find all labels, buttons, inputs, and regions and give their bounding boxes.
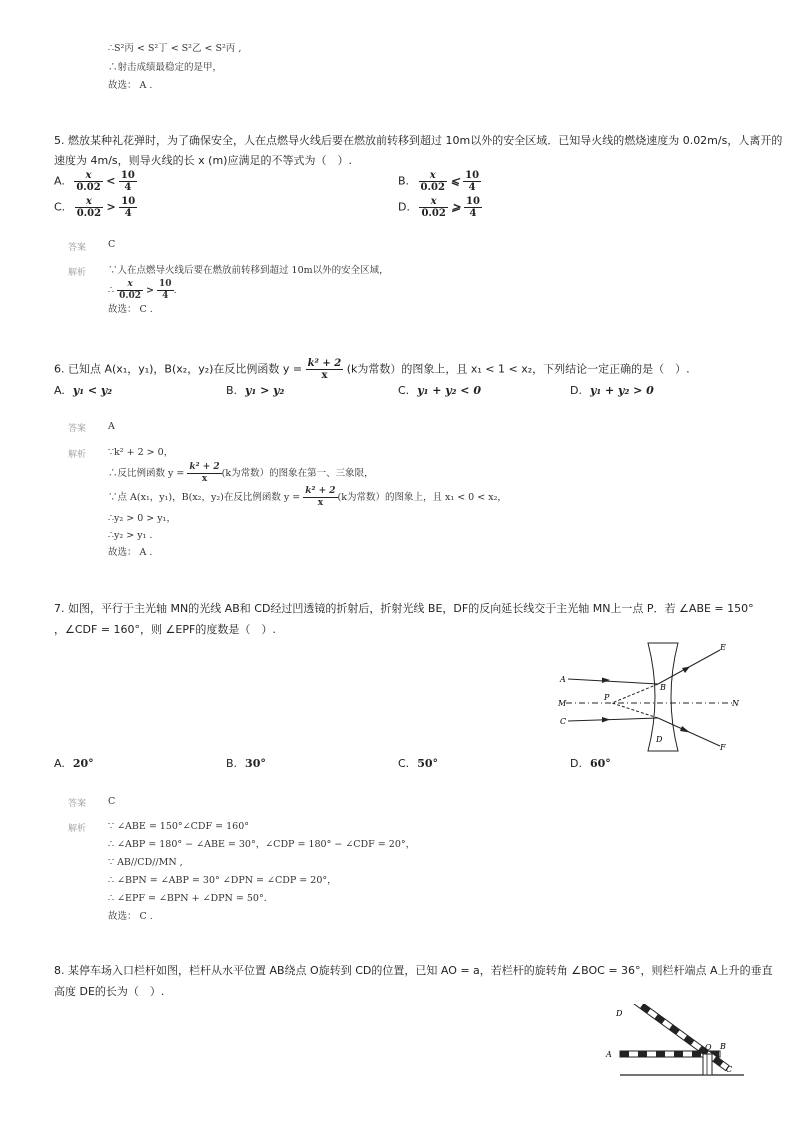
q5-solution-line-2: ∴ $\frac{x}{0.02}$ > $\frac{10}{4}$ . (108, 279, 177, 301)
q7-label-m: M (558, 699, 567, 708)
q5-solution-line-3: 故选： C . (108, 304, 153, 315)
q6-solution-line-4: ∴y₂ > 0 > y₁， (108, 513, 176, 524)
q7-answer-label: 答案 (68, 799, 87, 809)
q8-barrier-figure (600, 1004, 745, 1080)
q6-option-a[interactable]: A. y₁ < y₂ (54, 384, 113, 397)
q5-option-b[interactable]: B. $\frac{x}{0.02}$ ⩽ $\frac{10}{4}$ (398, 170, 480, 193)
q5-option-a[interactable]: A. $\frac{x}{0.02}$ < $\frac{10}{4}$ (54, 170, 135, 193)
q7-label-f: F (720, 743, 726, 752)
q7-analysis-label: 解析 (68, 824, 87, 834)
q7-solution-line-3: ∵ AB//CD//MN , (108, 857, 183, 868)
q7-option-b[interactable]: B. 30° (226, 757, 266, 770)
q7-label-e: E (720, 643, 726, 652)
q8-label-a: A (606, 1050, 612, 1059)
q7-option-a[interactable]: A. 20° (54, 757, 94, 770)
q7-label-b: B (660, 683, 666, 692)
prev-solution-line-2: ∴射击成绩最稳定的是甲， (108, 62, 223, 73)
q7-lens-figure (552, 640, 742, 755)
q6-option-b[interactable]: B. y₁ > y₂ (226, 384, 285, 397)
q6-answer-value: A (108, 421, 115, 432)
q8-label-b: B (720, 1042, 726, 1051)
q7-text-line-2: ，∠CDF = 160°，则 ∠EPF的度数是（ ）. (54, 623, 276, 636)
q7-solution-line-1: ∵ ∠ABE = 150°∠CDF = 160° (108, 821, 250, 832)
q7-label-d: D (656, 735, 663, 744)
q7-solution-line-5: ∴ ∠EPF = ∠BPN + ∠DPN = 50°． (108, 893, 274, 904)
q8-label-c: C (726, 1065, 733, 1074)
q7-label-a: A (560, 675, 566, 684)
q5-option-d[interactable]: D. $\frac{x}{0.02}$ ⩾ $\frac{10}{4}$ (398, 196, 480, 219)
prev-solution-line-1: ∴S²丙 < S²丁 < S²乙 < S²丙 , (108, 43, 242, 54)
prev-solution-line-3: 故选： A . (108, 80, 153, 91)
q6-analysis-label: 解析 (68, 450, 87, 460)
q5-answer-value: C (108, 239, 116, 250)
q5-answer-label: 答案 (68, 243, 87, 253)
q7-text-line-1: 7. 如图，平行于主光轴 MN的光线 AB和 CD经过凹透镜的折射后，折射光线 BE，DF的反向延长线交于主光轴 MN上一点 P．若 ∠ABE = 150° (54, 602, 754, 615)
q7-solution-line-6: 故选： C . (108, 911, 153, 922)
q6-solution-line-2: ∴反比例函数 y = $\frac{\text{k² + 2}}{x}$ (k为常数）的图象在第一、三象限， (108, 462, 374, 484)
q6-option-d[interactable]: D. y₁ + y₂ > 0 (570, 384, 654, 397)
q8-text-line-2: 高度 DE的长为（ ）. (54, 985, 165, 998)
q8-text-line-1: 8. 某停车场入口栏杆如图，栏杆从水平位置 AB绕点 O旋转到 CD的位置，已知 AO = a，若栏杆的旋转角 ∠BOC = 36°，则栏杆端点 A上升的垂直 (54, 964, 773, 977)
q6-answer-label: 答案 (68, 424, 87, 434)
q8-label-o: O (705, 1043, 712, 1052)
q7-label-n: N (732, 699, 739, 708)
q5-analysis-label: 解析 (68, 268, 87, 278)
q6-text: 6. 已知点 A(x₁，y₁)，B(x₂，y₂)在反比例函数 y = $\frac{\text{k² + 2}}{x}$ (k为常数）的图象上，且 x₁ < 1 < x₂，下列结论一定正确的是（ ）. (54, 358, 690, 381)
q7-answer-value: C (108, 796, 116, 807)
q5-text-line-1: 5. 燃放某种礼花弹时，为了确保安全，人在点燃导火线后要在燃放前转移到超过 10m以外的安全区域．已知导火线的燃烧速度为 0.02m/s，人离开的 (54, 134, 783, 147)
q6-option-c[interactable]: C. y₁ + y₂ < 0 (398, 384, 482, 397)
q8-label-d: D (616, 1009, 623, 1018)
q7-solution-line-2: ∴ ∠ABP = 180° − ∠ABE = 30°，∠CDP = 180° − ∠CDF = 20°， (108, 839, 416, 850)
q7-label-c: C (560, 717, 567, 726)
q6-solution-line-3: ∵点 A(x₁，y₁)，B(x₂，y₂)在反比例函数 y = $\frac{\text{k² + 2}}{x}$ (k为常数）的图象上，且 x₁ < 0 < x₂， (108, 486, 507, 508)
q5-option-c[interactable]: C. $\frac{x}{0.02}$ > $\frac{10}{4}$ (54, 196, 136, 219)
q5-solution-line-1: ∵人在点燃导火线后要在燃放前转移到超过 10m以外的安全区域， (108, 265, 389, 276)
q6-solution-line-6: 故选： A . (108, 547, 153, 558)
q6-solution-line-5: ∴y₂ > y₁ . (108, 530, 153, 541)
q7-solution-line-4: ∴ ∠BPN = ∠ABP = 30° ∠DPN = ∠CDP = 20°， (108, 875, 337, 886)
q7-option-c[interactable]: C. 50° (398, 757, 438, 770)
q7-option-d[interactable]: D. 60° (570, 757, 611, 770)
q5-text-line-2: 速度为 4m/s，则导火线的长 x (m)应满足的不等式为（ ）. (54, 154, 352, 167)
q6-solution-line-1: ∵k² + 2 > 0， (108, 447, 174, 458)
q7-label-p: P (604, 693, 610, 702)
